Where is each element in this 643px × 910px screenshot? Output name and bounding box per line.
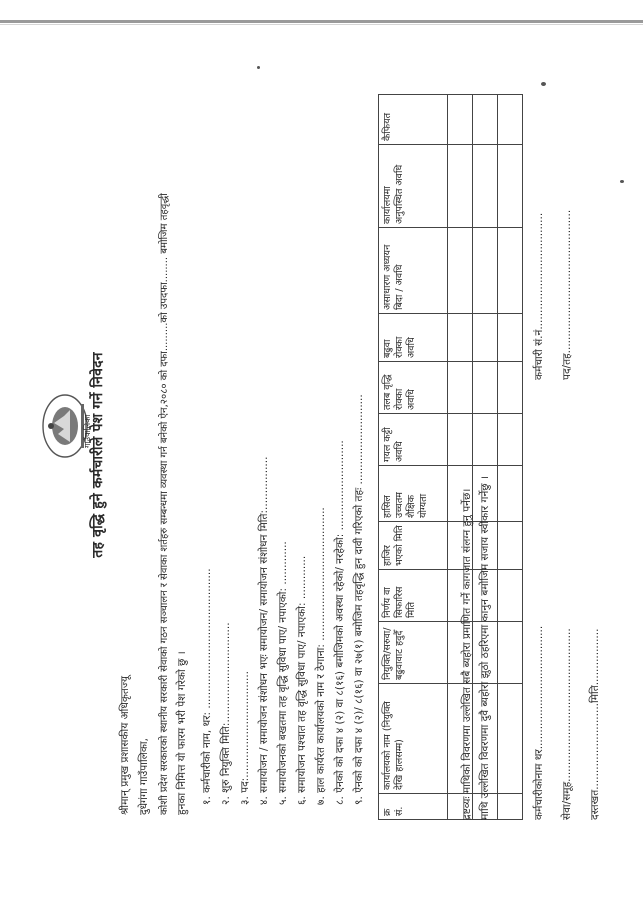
col-header-salary-hold: तलब वृद्धि रोक्का अवधि bbox=[379, 362, 448, 414]
col-header-office-absence: कार्यालयमा अनुपस्थित अवधि bbox=[379, 145, 448, 228]
service-record-table bbox=[378, 94, 523, 820]
sign-signature-date: दस्तखत..........................मिति................. bbox=[589, 628, 601, 820]
address-line-1: श्रीमान् प्रमुख प्रशासकीय अधिकृतज्यू bbox=[119, 676, 131, 815]
sign-post-level: पद/तह........................................... bbox=[561, 209, 573, 380]
table-cell bbox=[448, 145, 473, 228]
table-cell bbox=[498, 684, 523, 794]
field-6: ६. समायोजन पश्चात तह वृद्धि सुविधा पाए/ नपाएको: ............. bbox=[296, 555, 308, 805]
table-cell bbox=[473, 362, 498, 414]
table-cell bbox=[473, 414, 498, 466]
col-header-office-name: कार्यालयको नाम (नियुक्ति देखि हालसम्म) bbox=[379, 684, 448, 794]
field-7: ७. हाल कार्यरत कार्यालयको नाम र ठेगाना: ........................................ bbox=[315, 507, 327, 805]
col-header-absence-deduction: गयल कट्टी अवधि bbox=[379, 414, 448, 466]
table-header-row bbox=[379, 95, 448, 820]
table-cell bbox=[498, 622, 523, 684]
table-cell bbox=[473, 145, 498, 228]
table-cell bbox=[473, 314, 498, 362]
field-3: ३. पद:................................ bbox=[239, 670, 251, 805]
table-cell bbox=[448, 95, 473, 145]
table-cell bbox=[448, 414, 473, 466]
field-1: १. कर्मचारीको नाम, थर: .......................................... bbox=[201, 568, 213, 805]
table-cell bbox=[498, 362, 523, 414]
field-2: २. शुरु नियुक्ति मिति:.............................. bbox=[220, 622, 232, 805]
col-header-appointment-type: नियुक्ति/सरुवा/बढुवावाट हवुदैँ bbox=[379, 622, 448, 684]
sign-employee-number: कर्मचारी सं.नं................................... bbox=[533, 212, 545, 380]
note-line-1: द्रष्टव्यः माथिको विवरणमा उल्लेखित सबै ब्यहोरा प्रमाणित गर्ने कागजात संलग्न हुनु पर्नेछ। bbox=[461, 488, 473, 820]
form-title: तह वृद्धि हुने कर्मचारीले पेश गर्ने निवेदन bbox=[90, 352, 106, 558]
sign-service-group: सेवा/समूह.............................................. bbox=[561, 628, 573, 820]
table-cell bbox=[498, 314, 523, 362]
table-cell bbox=[498, 414, 523, 466]
seal-caption: गाउँपालिका bbox=[83, 414, 92, 448]
col-header-promotion-hold: बढुवा रोक्का अवधि bbox=[379, 314, 448, 362]
col-header-remarks: कैफियत bbox=[379, 95, 448, 145]
col-header-decision-date: निर्णय वा सिफारिस मिति bbox=[379, 570, 448, 622]
table-cell bbox=[498, 522, 523, 570]
field-4: ४. समायोजन / समायोजन संशोधन भएः समायोजन/ समायोजन संशोधन मिति:................ bbox=[258, 456, 270, 805]
col-header-study-leave: असाधारण अध्ययन बिदा / अवधि bbox=[379, 228, 448, 314]
table-cell bbox=[448, 228, 473, 314]
col-header-qualification: हासिल उच्चतम शैक्षिक योग्यता bbox=[379, 466, 448, 522]
table-cell bbox=[498, 794, 523, 820]
table-cell bbox=[448, 362, 473, 414]
note-line-2: माथि उल्लेखित विवरणमा दुवै ब्यहोरा झुठो ठहरिएमा कानुन बमोजिम सजाय स्वीकार गर्नेछु । bbox=[479, 476, 491, 820]
table-cell bbox=[498, 570, 523, 622]
table-cell bbox=[498, 95, 523, 145]
table-cell bbox=[448, 314, 473, 362]
table-cell bbox=[473, 228, 498, 314]
address-line-2: दुधेगंगा गाउँपालिका, bbox=[138, 738, 150, 815]
col-header-serial: क्र सं. bbox=[379, 794, 448, 820]
field-9: ९. ऐनको को दफा ४ (२)/ ८(१६) वा २७(१) बमोजिम तहवृद्धि हुन दावी गरिएको तहः ........................... bbox=[353, 394, 365, 805]
address-line-3: कोशी प्रदेश सरकारको स्थानीय सरकारी सेवाको गठन सञ्चालन र सेवाका शर्तहरु सम्बन्धमा व्यवस्था गर्न बनेको ऐन,२०८० को दफा.........को उपदफा........ बमोजिम तहवृद्धी bbox=[159, 193, 170, 815]
table-cell bbox=[473, 95, 498, 145]
table-cell bbox=[498, 145, 523, 228]
field-8: ८. ऐनको को दफा ४ (२) वा ८(१६) बमोजिमको अवस्था रहेको/ नरहेको: ........................... bbox=[334, 440, 346, 805]
col-header-attendance-date: हाजिर भएको मिति bbox=[379, 522, 448, 570]
table-cell bbox=[498, 228, 523, 314]
table-row bbox=[498, 95, 523, 820]
table-cell bbox=[498, 466, 523, 522]
address-line-4: हुनका निमित्त यो फारम भरी पेश गरेको छु । bbox=[176, 651, 188, 815]
sign-employee-name: कर्मचारीकोनाम थर..................................... bbox=[533, 625, 545, 820]
field-5: ५. समायोजनको बखतमा तह वृद्धि सुविधा पाए/ नपाएको: ............. bbox=[277, 541, 289, 805]
